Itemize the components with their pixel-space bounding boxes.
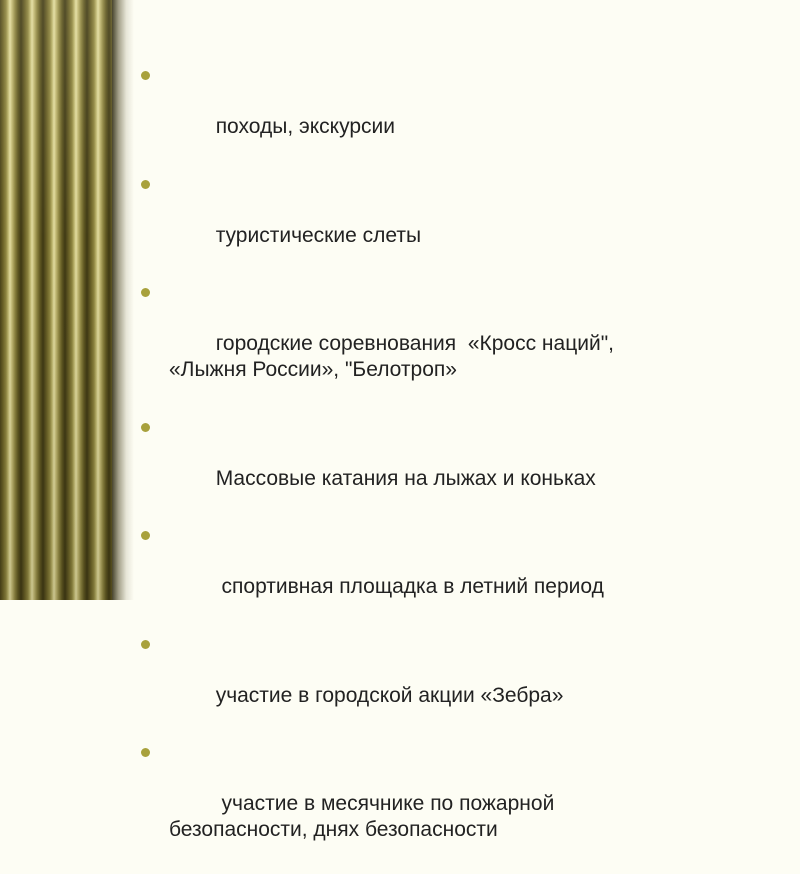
list-item-text: участие в городской акции «Зебра» — [215, 683, 564, 707]
list-item-text: спортивная площадка в летний период — [215, 575, 604, 598]
bullet-icon — [141, 531, 150, 540]
list-item — [134, 739, 754, 869]
bullet-list — [134, 62, 754, 869]
list-item — [134, 522, 754, 626]
list-item — [134, 279, 754, 409]
bullet-icon — [141, 288, 150, 297]
list-item — [134, 62, 754, 166]
list-item — [134, 631, 754, 735]
list-item-text: туристические слеты — [215, 223, 422, 247]
list-item-text: походы, экскурсии — [215, 115, 395, 138]
bullet-icon — [141, 640, 150, 649]
list-item-text: Массовые катания на лыжах и коньках — [215, 466, 596, 490]
bullet-icon — [141, 180, 150, 189]
bullet-icon — [141, 71, 150, 80]
list-item — [134, 171, 754, 275]
bullet-icon — [141, 748, 150, 757]
slide-content — [134, 62, 754, 874]
curtain-sheen — [0, 0, 112, 600]
list-item-text: участие в месячнике по пожарной безопасности, днях безопасности — [169, 792, 555, 841]
curtain-shadow — [112, 0, 134, 600]
list-item-text: городские соревнования «Кросс наций", «Лыжня России», "Белотроп» — [169, 332, 614, 381]
list-item — [134, 414, 754, 518]
bullet-icon — [141, 423, 150, 432]
